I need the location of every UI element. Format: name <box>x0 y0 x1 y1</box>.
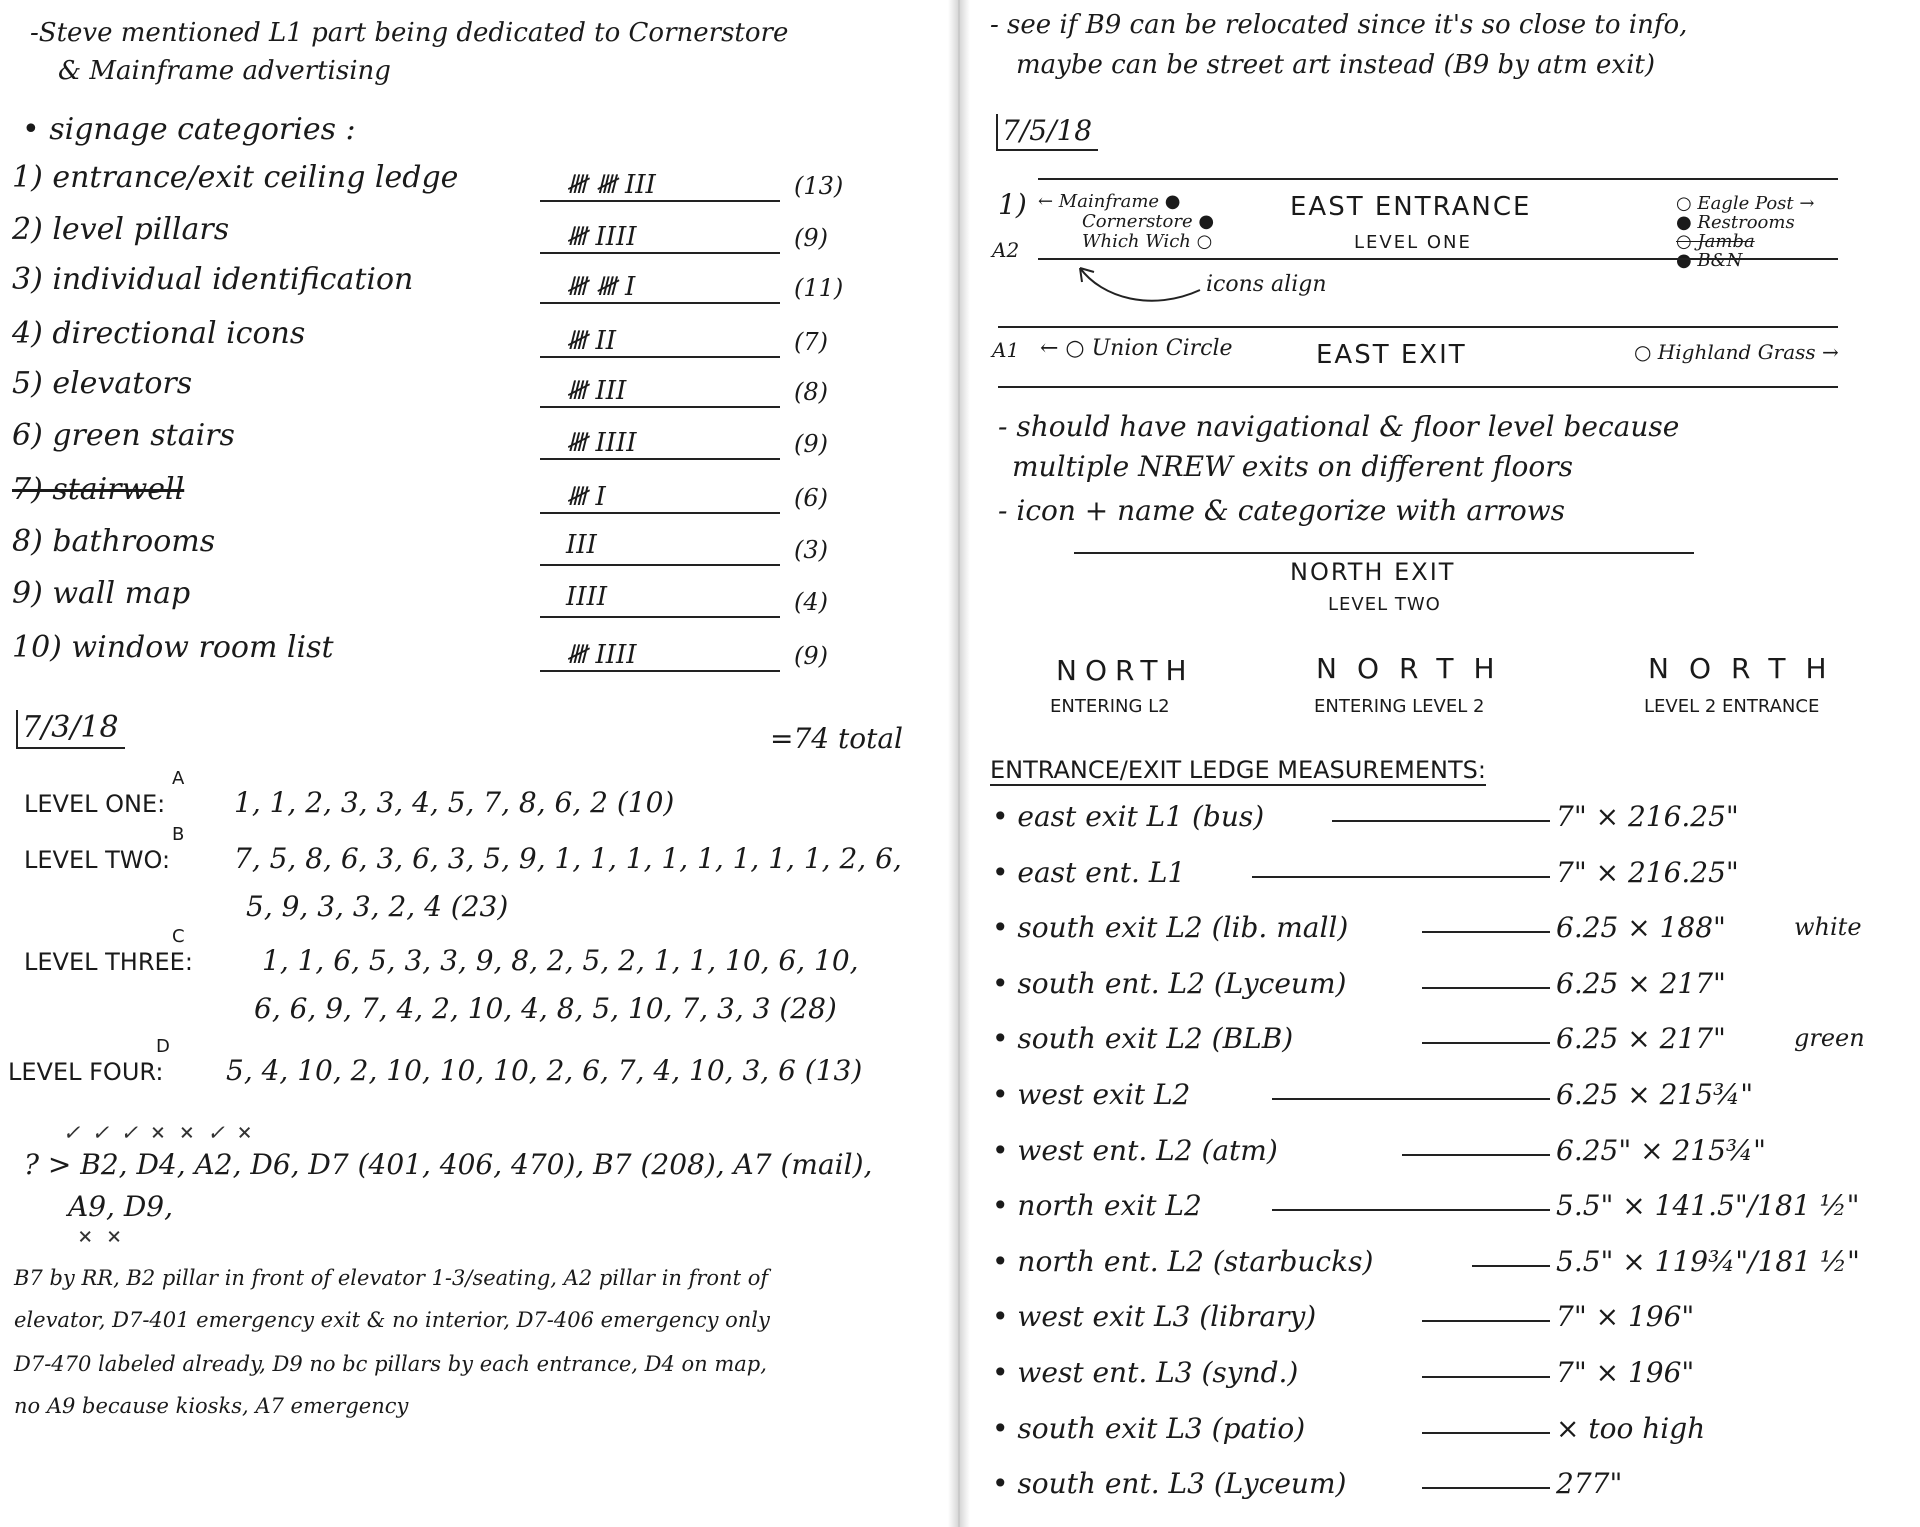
leader-line <box>1422 1376 1550 1378</box>
measurement-value: 7" × 216.25" <box>1556 800 1739 833</box>
category-tally: 𝍸 𝍸 I <box>566 272 636 302</box>
total-count: =74 total <box>770 722 903 755</box>
date-heading-right: 7/5/18 <box>996 114 1098 151</box>
category-count: (3) <box>794 536 828 564</box>
north-variant-1-title: NORTH <box>1056 654 1195 687</box>
north-exit-top-rule <box>1074 552 1694 554</box>
level-values-line-2: 6, 6, 9, 7, 4, 2, 10, 4, 8, 5, 10, 7, 3, 3 (28) <box>254 992 837 1025</box>
leader-line <box>1422 1487 1550 1489</box>
question-line-2: A9, D9, <box>68 1190 173 1223</box>
sign1-note: icons align <box>1206 272 1327 297</box>
sign2-title: EAST EXIT <box>1316 340 1467 370</box>
sign1-subtitle: LEVEL ONE <box>1354 232 1472 253</box>
sign1-bottom-rule <box>1038 258 1838 260</box>
measurement-label: • south ent. L2 (Lyceum) <box>992 967 1347 1000</box>
measurement-label: • south exit L2 (BLB) <box>992 1022 1294 1055</box>
sign1-left-items: ← Mainframe ● Cornerstore ● Which Wich ○ <box>1038 191 1215 252</box>
category-label: 7) stairwell <box>12 472 185 507</box>
sign2-right: ○ Highland Grass → <box>1634 340 1839 364</box>
level-marker: A <box>172 768 185 789</box>
intro-line-1: -Steve mentioned L1 part being dedicated to Cornerstore <box>30 18 789 48</box>
category-count: (8) <box>794 378 828 406</box>
measurement-label: • west ent. L3 (synd.) <box>992 1356 1299 1389</box>
category-tally: 𝍸 𝍸 III <box>566 170 656 200</box>
notes-line: elevator, D7-401 emergency exit & no interior, D7-406 emergency only <box>14 1308 770 1332</box>
level-values-line-1: 7, 5, 8, 6, 3, 6, 3, 5, 9, 1, 1, 1, 1, 1, 1, 1, 1, 2, 6, <box>234 842 902 875</box>
level-label: LEVEL ONE: <box>24 790 166 818</box>
measurement-value: 277" <box>1556 1467 1623 1500</box>
level-values-line-1: 1, 1, 2, 3, 3, 4, 5, 7, 8, 6, 2 (10) <box>234 786 675 819</box>
level-values-line-1: 1, 1, 6, 5, 3, 3, 9, 8, 2, 5, 2, 1, 1, 10, 6, 10, <box>262 944 859 977</box>
category-tally: III <box>566 530 597 560</box>
measurement-value: 7" × 216.25" <box>1556 856 1739 889</box>
right-notebook-page <box>968 0 1920 1527</box>
sign2-code: A1 <box>992 338 1020 362</box>
measurement-value: 6.25 × 217" <box>1556 1022 1726 1055</box>
sign2-left: ← ○ Union Circle <box>1040 336 1233 361</box>
leader-line <box>1472 1265 1550 1267</box>
measurement-label: • south ent. L3 (Lyceum) <box>992 1467 1347 1500</box>
measurement-label: • north exit L2 <box>992 1189 1202 1222</box>
top-note-line-2: maybe can be street art instead (B9 by atm exit) <box>1016 50 1655 80</box>
tally-underline <box>540 356 780 358</box>
notebook-spine <box>948 0 970 1527</box>
tally-underline <box>540 302 780 304</box>
measurement-label: • north ent. L2 (starbucks) <box>992 1245 1374 1278</box>
north-variant-3-title: NORTH <box>1648 652 1847 685</box>
tally-underline <box>540 458 780 460</box>
measurement-label: • south exit L3 (patio) <box>992 1412 1306 1445</box>
tally-underline <box>540 512 780 514</box>
north-variant-2-title: NORTH <box>1316 652 1515 685</box>
category-count: (4) <box>794 588 828 616</box>
right-note-1: - should have navigational & floor level because <box>998 410 1680 443</box>
level-marker: C <box>172 926 185 947</box>
curved-arrow-icon <box>1072 262 1202 308</box>
category-label: 3) individual identification <box>12 262 414 297</box>
leader-line <box>1422 1042 1550 1044</box>
level-label: LEVEL FOUR: <box>8 1058 164 1086</box>
north-exit-title: NORTH EXIT <box>1290 558 1456 586</box>
leader-line <box>1422 1320 1550 1322</box>
measurement-label: • south exit L2 (lib. mall) <box>992 911 1349 944</box>
category-label: 4) directional icons <box>12 316 306 351</box>
north-variant-3-sub: LEVEL 2 ENTRANCE <box>1644 696 1820 717</box>
measurement-label: • west ent. L2 (atm) <box>992 1134 1278 1167</box>
category-count: (13) <box>794 172 844 200</box>
measurement-label: • east ent. L1 <box>992 856 1186 889</box>
category-tally: 𝍸 III <box>566 376 627 406</box>
measurement-label: • west exit L3 (library) <box>992 1300 1317 1333</box>
level-label: LEVEL THREE: <box>24 948 193 976</box>
leader-line <box>1402 1154 1550 1156</box>
category-count: (9) <box>794 430 828 458</box>
leader-line <box>1422 931 1550 933</box>
measurement-value: 7" × 196" <box>1556 1356 1695 1389</box>
leader-line <box>1332 820 1550 822</box>
category-label: 2) level pillars <box>12 212 230 247</box>
north-variant-2-sub: ENTERING LEVEL 2 <box>1314 696 1485 717</box>
measurement-value: 5.5" × 119¾"/181 ½" <box>1556 1245 1860 1278</box>
measurements-heading: ENTRANCE/EXIT LEDGE MEASUREMENTS: <box>990 756 1486 784</box>
category-count: (7) <box>794 328 828 356</box>
categories-heading: • signage categories : <box>22 112 356 147</box>
notes-line: B7 by RR, B2 pillar in front of elevator 1-3/seating, A2 pillar in front of <box>14 1266 769 1290</box>
level-marker: D <box>156 1036 170 1057</box>
category-label: 5) elevators <box>12 366 193 401</box>
leader-line <box>1272 1098 1550 1100</box>
category-tally: 𝍸 IIII <box>566 428 637 458</box>
category-label: 10) window room list <box>12 630 334 665</box>
top-note-line-1: - see if B9 can be relocated since it's so close to info, <box>990 10 1688 40</box>
level-marker: B <box>172 824 185 845</box>
measurement-label: • east exit L1 (bus) <box>992 800 1265 833</box>
level-values-line-2: 5, 9, 3, 3, 2, 4 (23) <box>246 890 509 923</box>
category-tally: 𝍸 IIII <box>566 222 637 252</box>
sign1-title: EAST ENTRANCE <box>1290 192 1532 222</box>
notes-line: D7-470 labeled already, D9 no bc pillars by each entrance, D4 on map, <box>14 1352 767 1376</box>
notes-line: no A9 because kiosks, A7 emergency <box>14 1394 409 1418</box>
category-count: (9) <box>794 642 828 670</box>
measurement-note: white <box>1794 913 1862 941</box>
right-note-2: multiple NREW exits on different floors <box>1012 450 1573 483</box>
category-count: (9) <box>794 224 828 252</box>
date-heading-left: 7/3/18 <box>16 710 125 749</box>
measurement-value: 6.25 × 215¾" <box>1556 1078 1754 1111</box>
measurement-value: 6.25" × 215¾" <box>1556 1134 1766 1167</box>
north-exit-sub: LEVEL TWO <box>1328 594 1441 615</box>
question-line-1: ? > B2, D4, A2, D6, D7 (401, 406, 470), B7 (208), A7 (mail), <box>24 1148 873 1181</box>
measurement-value: 7" × 196" <box>1556 1300 1695 1333</box>
sign1-top-rule <box>1038 178 1838 180</box>
sign1-number: 1) <box>998 188 1027 221</box>
category-label: 8) bathrooms <box>12 524 216 559</box>
category-label: 1) entrance/exit ceiling ledge <box>12 160 459 195</box>
category-tally: IIII <box>566 582 608 612</box>
measurement-note: green <box>1794 1024 1865 1052</box>
tally-underline <box>540 200 780 202</box>
tally-underline <box>540 406 780 408</box>
measurement-label: • west exit L2 <box>992 1078 1191 1111</box>
intro-line-2: & Mainframe advertising <box>58 56 391 86</box>
measurement-value: 5.5" × 141.5"/181 ½" <box>1556 1189 1860 1222</box>
level-label: LEVEL TWO: <box>24 846 171 874</box>
category-label: 9) wall map <box>12 576 191 611</box>
sign1-code: A2 <box>992 238 1020 262</box>
tally-underline <box>540 252 780 254</box>
tally-underline <box>540 564 780 566</box>
leader-line <box>1252 876 1550 878</box>
tally-underline <box>540 616 780 618</box>
sign1-right-items: ○ Eagle Post → ● Restrooms ○ Jamba ● B&N <box>1676 193 1815 271</box>
category-tally: 𝍸 I <box>566 482 606 512</box>
category-count: (6) <box>794 484 828 512</box>
level-values-line-1: 5, 4, 10, 2, 10, 10, 10, 2, 6, 7, 4, 10, 3, 6 (13) <box>226 1054 863 1087</box>
check-marks-top: ✓ ✓ ✓ × × ✓ × <box>64 1118 252 1146</box>
category-count: (11) <box>794 274 844 302</box>
leader-line <box>1422 1432 1550 1434</box>
left-notebook-page <box>0 0 950 1527</box>
tally-underline <box>540 670 780 672</box>
measurement-value: 6.25 × 217" <box>1556 967 1726 1000</box>
category-tally: 𝍸 II <box>566 326 617 356</box>
category-tally: 𝍸 IIII <box>566 640 637 670</box>
leader-line <box>1272 1209 1550 1211</box>
measurement-value: 6.25 × 188" <box>1556 911 1726 944</box>
sign2-top-rule <box>998 326 1838 328</box>
leader-line <box>1422 987 1550 989</box>
measurement-value: × too high <box>1556 1412 1706 1445</box>
right-note-3: - icon + name & categorize with arrows <box>998 494 1566 527</box>
category-label: 6) green stairs <box>12 418 235 453</box>
north-variant-1-sub: ENTERING L2 <box>1050 696 1170 717</box>
sign2-bottom-rule <box>998 386 1838 388</box>
check-marks-bottom: × × <box>78 1222 122 1250</box>
